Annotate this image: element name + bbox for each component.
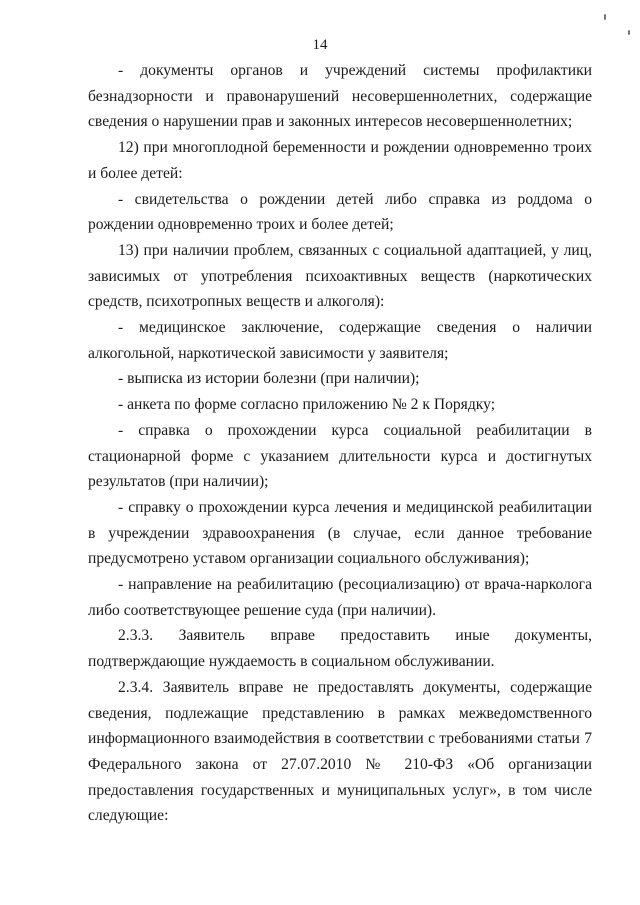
paragraph-item-13: 13) при наличии проблем, связанных с социальной адаптацией, у лиц, зависимых от употребления психоактивных веществ (наркотических средств, психотропных веществ и алкоголя): — [88, 241, 592, 311]
paragraph-birth-certificates: - свидетельства о рождении детей либо справка из роддома о рождении одновременно троих и более детей; — [88, 190, 592, 234]
scan-speck — [604, 14, 606, 20]
paragraph-rehab-referral: - направление на реабилитацию (ресоциализацию) от врача-нарколога либо соответствующее решение суда (при наличии). — [88, 576, 592, 619]
paragraph-rehab-certificate: - справка о прохождении курса социальной реабилитации в стационарной форме с указанием длительности курса и достигнутых результатов (при наличии); — [88, 421, 592, 491]
paragraph-section-2-3-3: 2.3.3. Заявитель вправе предоставить иные документы, подтверждающие нуждаемость в социальном обслуживании. — [88, 627, 592, 671]
paragraph-medical-conclusion: - медицинское заключение, содержащие сведения о наличии алкогольной, наркотической зависимости у заявителя; — [88, 319, 592, 362]
page-number: 14 — [312, 37, 328, 53]
paragraph-medical-history: - выписка из истории болезни (при наличии); — [118, 370, 420, 388]
document-body — [88, 58, 592, 829]
paragraph-documents-prevention: - документы органов и учреждений системы профилактики безнадзорности и правонарушений несовершеннолетних, содержащие сведения о нарушении прав и законных интересов несовершеннолетних; — [88, 62, 592, 131]
scan-speck — [628, 30, 630, 35]
paragraph-treatment-certificate: - справку о прохождении курса лечения и медицинской реабилитации в учреждении здравоохранения (в случае, если данное требование предусмотрено уставом организации социального обслуживания); — [88, 498, 592, 568]
paragraph-questionnaire: - анкета по форме согласно приложению № 2 к Порядку; — [118, 396, 496, 414]
paragraph-section-2-3-4: 2.3.4. Заявитель вправе не предоставлять документы, содержащие сведения, подлежащие представлению в рамках межведомственного информационного взаимодействия в соответствии с требованиями статьи 7 Федерального закона от 27.07.2010 № 210-ФЗ «Об организации предоставления государственных и муниципальных услуг», в том числе следующие: — [88, 678, 592, 825]
paragraph-item-12: 12) при многоплодной беременности и рождении одновременно троих и более детей: — [88, 139, 592, 182]
